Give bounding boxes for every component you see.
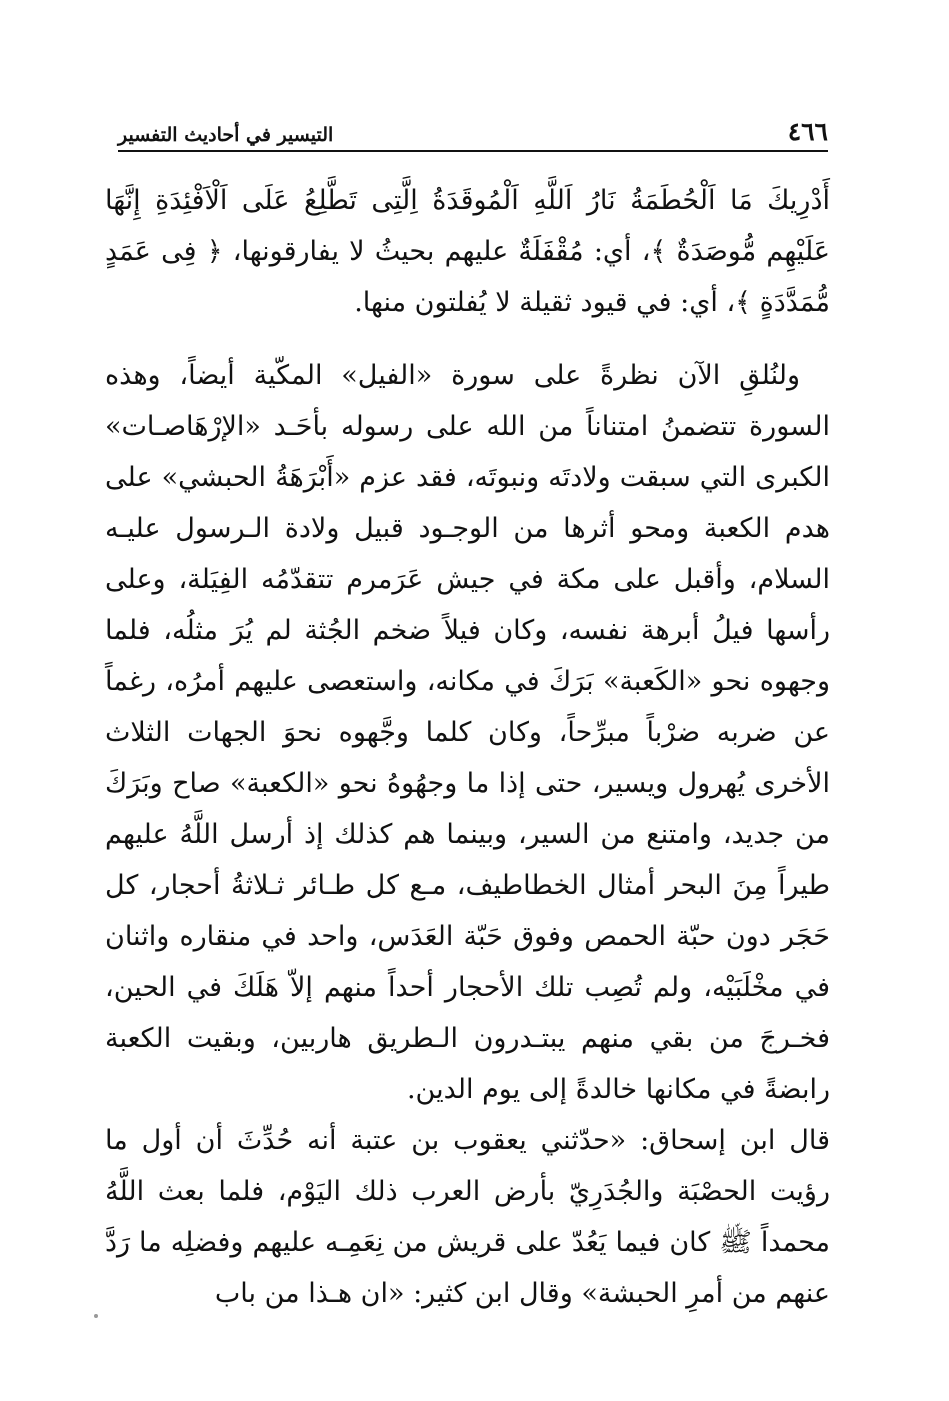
paragraph-ibn-ishaq (105, 1115, 830, 1319)
body-text (105, 175, 830, 1319)
page-header (118, 112, 828, 152)
paragraph-quran-verses (105, 175, 830, 328)
running-title: التيسير في أحاديث التفسير (118, 124, 334, 146)
paragraph-text: قال ابن إسحاق: «حدّثني يعقوب بن عتبة أنه حُدِّثَ أن أول ما رؤيت الحصْبَة والجُدَرِيّ بأرض العرب ذلك اليَوْم، فلما بعث اللَّهُ محمداً ﷺ كان فيما يَعُدّ على قريش من نِعَمِـه عليهم وفضلِه ما رَدَّ عنهم من أمرِ الحبشة» وقال ابن كثير: «ان هـذا من باب (105, 1125, 830, 1309)
verse-explanation: ، أي: مُقْفَلَةٌ عليهم بحيثُ لا يفارقونها، ﴿ فِى عَمَدٍ مُّمَدَّدَةٍ ﴾، أي: في قيود ثقيلة لا يُفلتون منها. (105, 236, 830, 318)
quran-verse: أَدْرِيكَ مَا اَلْحُطَمَةُ نَارُ اَللَّهِ اَلْمُوقَدَةُ اِلَّتِى تَطَّلِعُ عَلَى اَلْاَفْئِدَةِ إِنَّهَا عَلَيْهِم مُّوصَدَةٌ ﴾ (105, 185, 830, 267)
paragraph-surat-al-fil (105, 350, 830, 1115)
scan-mark (94, 1314, 98, 1318)
page-number: ٤٦٦ (787, 117, 828, 146)
paragraph-text: ولنُلقِ الآن نظرةً على سورة «الفيل» المكّية أيضاً، وهذه السورة تتضمنُ امتناناً من الله على رسوله بأحَـد «الإرْهَاصـات» الكبرى التي سبقت ولادتَه ونبوتَه، فقد عزم «أَبْرَهَةُ الحبشي» على هدم الكعبة ومحو أثرها من الوجـود قبيل ولادة الـرسول عليـه السلام، وأقبل على مكة في جيش عَرَمرم تتقدّمُه الفِيَلة، وعلى رأسها فيلُ أبرهة نفسه، وكان فيلاً ضخم الجُثة لم يُرَ مثلُه، فلما وجهوه نحو «الكَعبة» بَرَكَ في مكانه، واستعصى عليهم أمرُه، رغماً عن ضربه ضرْباً مبرِّحاً، وكان كلما وجَّهوه نحوَ الجهات الثلاث الأخرى يُهرول ويسير، حتى إذا ما وجهُوهُ نحو «الكعبة» صاح وبَرَكَ من جديد، وامتنع من السير، وبينما هم كذلك إذ أرسل اللَّهُ عليهم طيراً مِنَ البحر أمثال الخطاطيف، مـع كل طـائر ثـلاثةُ أحجار، كل حَجَر دون حبّة الحمص وفوق حَبّة العَدَس، واحد في منقاره واثنان في مخْلَبَيْه، ولم تُصِب تلك الأحجار أحداً منهم إلاّ هَلَكَ في الحين، فخـرجَ من بقي منهم يبتـدرون الـطريق هاربين، وبقيت الكعبة رابضةً في مكانها خالدةً إلى يوم الدين. (105, 360, 830, 1105)
